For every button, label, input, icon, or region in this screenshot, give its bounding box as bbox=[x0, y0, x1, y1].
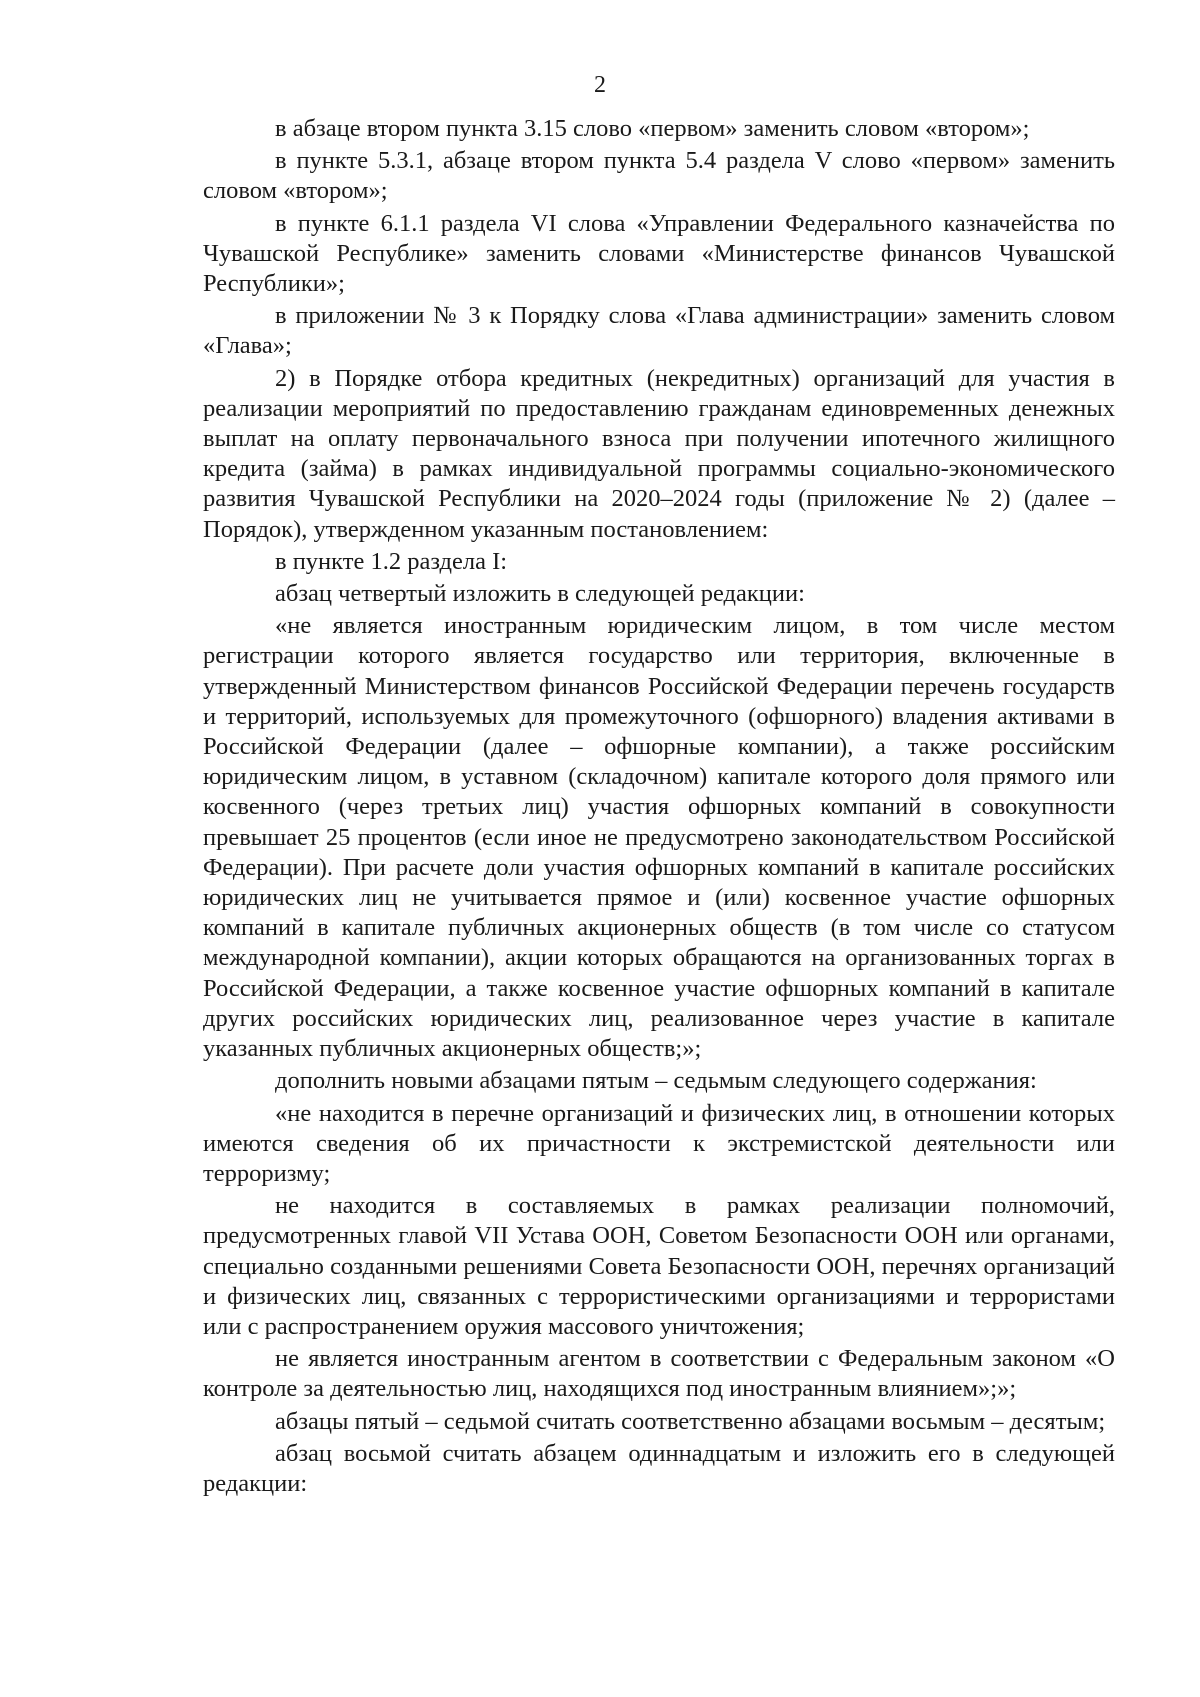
paragraph: в абзаце втором пункта 3.15 слово «первом» заменить словом «втором»; bbox=[275, 115, 1030, 142]
paragraph: не является иностранным агентом в соответствии с Федеральным законом «О контроле за деятельностью лиц, находящихся под иностранным влиянием»;»; bbox=[203, 1345, 1115, 1403]
paragraph: абзацы пятый – седьмой считать соответственно абзацами восьмым – десятым; bbox=[275, 1407, 1106, 1435]
paragraph: 2) в Порядке отбора кредитных (некредитных) организаций для участия в реализации мероприятий по предоставлению гражданам единовременных денежных выплат на оплату первоначального взноса при получении ипотечного жилищного кредита (займа) в рамках индивидуальной программы социально-экономического развития Чувашской Республики на 2020–2024 годы (приложение № 2) (далее – Порядок), утвержденном указанным постановлением: bbox=[203, 364, 1115, 543]
paragraph: не находится в составляемых в рамках реализации полномочий, предусмотренных главой VII Устава ООН, Советом Безопасности ООН или органами, специально созданными решениями Совета Безопасности ООН, перечнях организаций и физических лиц, связанных с террористическими организациями и террористами или с распространением оружия массового уничтожения; bbox=[203, 1192, 1115, 1340]
paragraph: в пункте 5.3.1, абзаце втором пункта 5.4 раздела V слово «первом» заменить словом «втором»; bbox=[203, 147, 1115, 205]
paragraph: в пункте 1.2 раздела I: bbox=[275, 547, 508, 575]
document-body bbox=[203, 114, 1115, 1501]
paragraph: абзац восьмой считать абзацем одиннадцатым и изложить его в следующей редакции: bbox=[203, 1439, 1115, 1497]
paragraph: «не находится в перечне организаций и физических лиц, в отношении которых имеются сведения об их причастности к экстремистской деятельности или терроризму; bbox=[203, 1099, 1115, 1187]
paragraph: «не является иностранным юридическим лицом, в том числе местом регистрации которого является государство или территория, включенные в утвержденный Министерством финансов Российской Федерации перечень государств и территорий, используемых для промежуточного (офшорного) владения активами в Российской Федерации (далее – офшорные компании), а также российским юридическим лицом, в уставном (складочном) капитале которого доля прямого или косвенного (через третьих лиц) участия офшорных компаний в совокупности превышает 25 процентов (если иное не предусмотрено законодательством Российской Федерации). При расчете доли участия офшорных компаний в капитале российских юридических лиц не учитывается прямое и (или) косвенное участие офшорных компаний в капитале публичных акционерных обществ (в том числе со статусом международной компании), акции которых обращаются на организованных торгах в Российской Федерации, а также косвенное участие офшорных компаний в капитале других российских юридических лиц, реализованное через участие в капитале указанных публичных акционерных обществ;»; bbox=[203, 612, 1115, 1063]
paragraph: в пункте 6.1.1 раздела VI слова «Управлении Федерального казначейства по Чувашской Республике» заменить словами «Министерстве финансов Чувашской Республики»; bbox=[203, 209, 1115, 298]
page-number: 2 bbox=[594, 72, 606, 98]
paragraph: в приложении № 3 к Порядку слова «Глава администрации» заменить словом «Глава»; bbox=[203, 302, 1115, 360]
paragraph: абзац четвертый изложить в следующей редакции: bbox=[275, 580, 805, 608]
paragraph: дополнить новыми абзацами пятым – седьмым следующего содержания: bbox=[275, 1067, 1037, 1095]
